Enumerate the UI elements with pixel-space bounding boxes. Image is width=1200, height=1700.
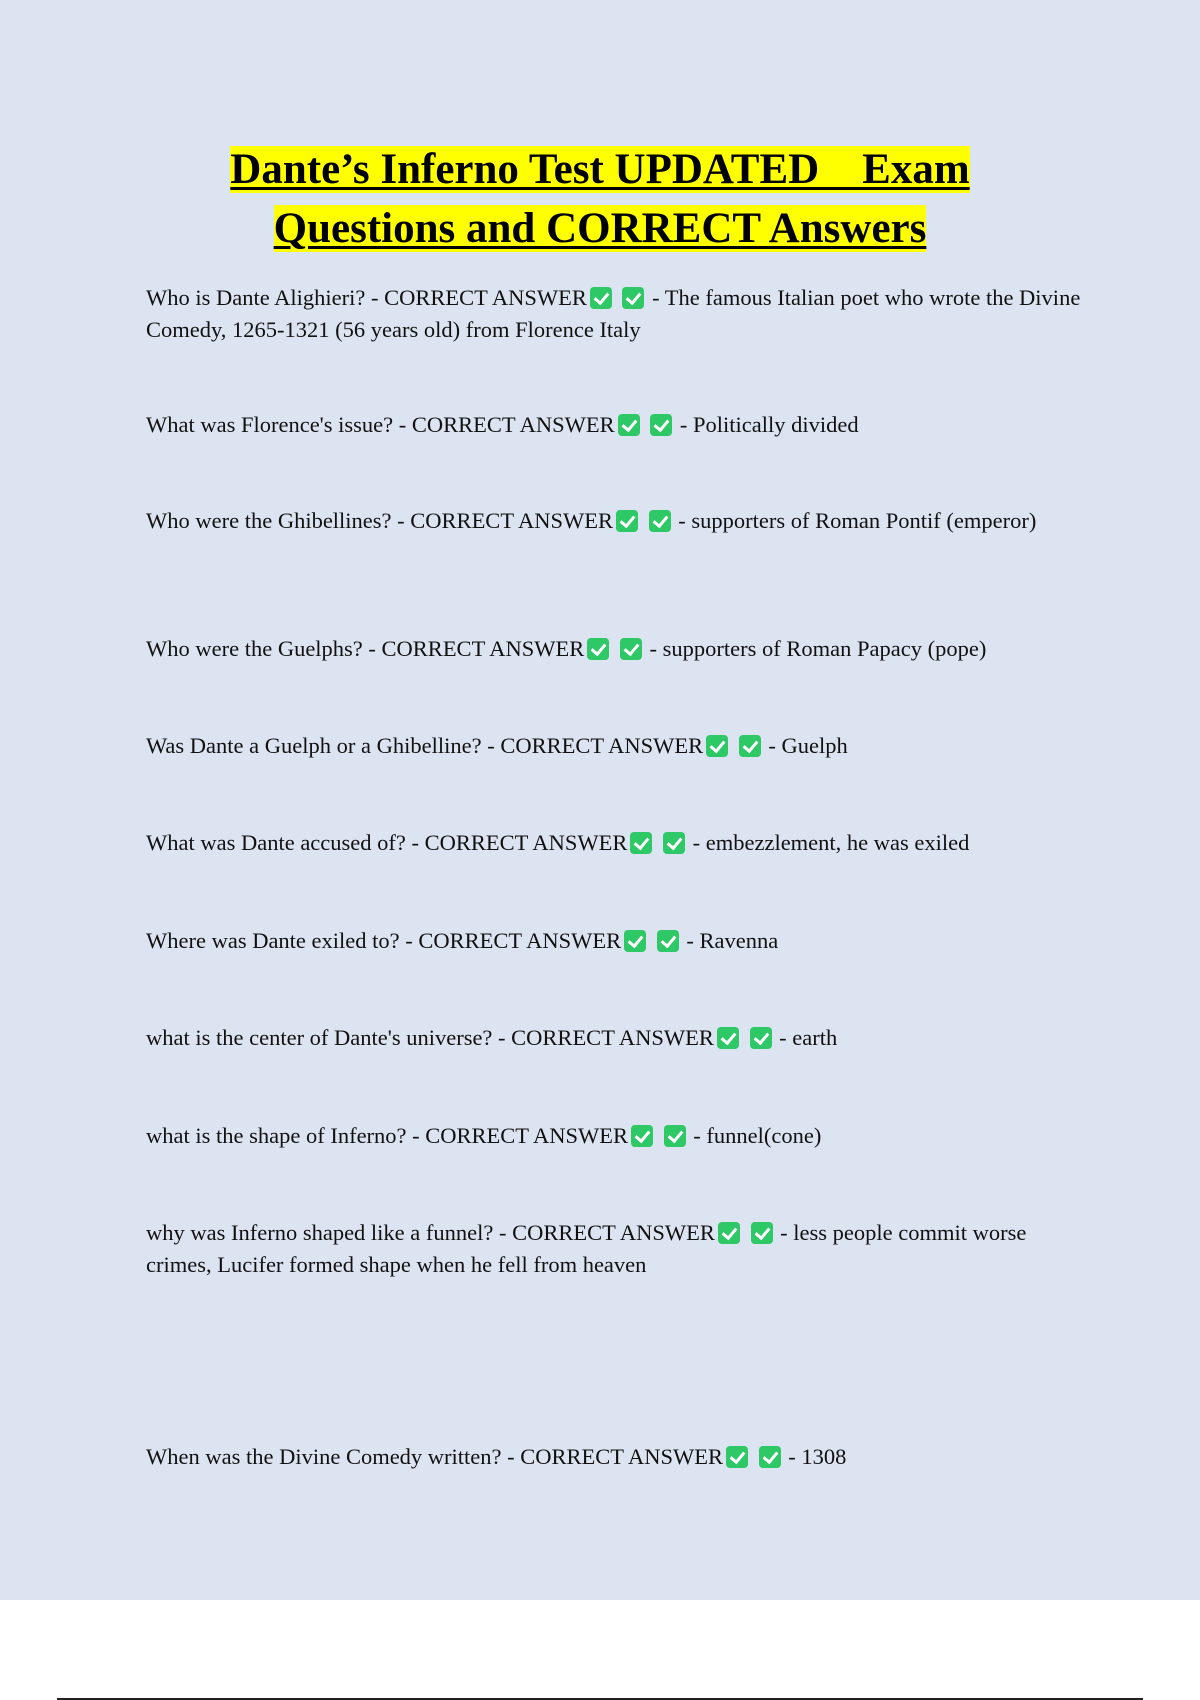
check-mark-icon — [631, 1125, 653, 1147]
check-marks — [723, 1444, 783, 1469]
check-mark-icon — [590, 287, 612, 309]
check-mark-icon — [663, 832, 685, 854]
answer-text: embezzlement, he was exiled — [705, 830, 970, 855]
answer-text: less people commit worse crimes, Lucifer formed shape when he fell from heaven — [146, 1220, 1027, 1277]
check-mark-icon — [649, 510, 671, 532]
check-mark-icon — [620, 638, 642, 660]
qa-item: what is the center of Dante's universe? - CORRECT ANSWER - earth — [146, 1025, 838, 1050]
correct-answer-marker: CORRECT ANSWER — [411, 412, 615, 437]
check-marks — [715, 1220, 775, 1245]
correct-answer-marker: CORRECT ANSWER — [512, 1220, 715, 1245]
check-mark-icon — [750, 1027, 772, 1049]
check-mark-icon — [624, 930, 646, 952]
answer-text: supporters of Roman Papacy (pope) — [662, 636, 987, 661]
title-line-1: Dante’s Inferno Test UPDATED Exam — [230, 146, 970, 193]
answer-text: The famous Italian poet who wrote the Divine Comedy, 1265-1321 (56 years old) from Florence Italy — [146, 285, 1081, 342]
question-text: What was Florence's issue? — [146, 412, 394, 437]
question-text: what is the shape of Inferno? — [146, 1123, 407, 1148]
correct-answer-marker: CORRECT ANSWER — [410, 508, 614, 533]
check-mark-icon — [759, 1446, 781, 1468]
correct-answer-marker: CORRECT ANSWER — [425, 1123, 629, 1148]
check-mark-icon — [718, 1222, 740, 1244]
answer-text: funnel(cone) — [706, 1123, 822, 1148]
correct-answer-marker: CORRECT ANSWER — [511, 1025, 714, 1050]
question-text: When was the Divine Comedy written? — [146, 1444, 502, 1469]
answer-text: Ravenna — [699, 928, 779, 953]
qa-item: why was Inferno shaped like a funnel? - CORRECT ANSWER - less people commit worse crimes, Lucifer formed shape when he fell from heaven — [146, 1220, 1027, 1277]
qa-item: When was the Divine Comedy written? - CORRECT ANSWER - 1308 — [146, 1444, 847, 1469]
qa-item: Where was Dante exiled to? - CORRECT ANSWER - Ravenna — [146, 928, 779, 953]
check-marks — [628, 1123, 688, 1148]
check-mark-icon — [618, 414, 640, 436]
check-mark-icon — [650, 414, 672, 436]
check-mark-icon — [630, 832, 652, 854]
qa-item: Who were the Guelphs? - CORRECT ANSWER - supporters of Roman Papacy (pope) — [146, 636, 987, 661]
qa-item: Who is Dante Alighieri? - CORRECT ANSWER - The famous Italian poet who wrote the Divine Comedy, 1265-1321 (56 years old) from Florence Italy — [146, 285, 1081, 342]
check-mark-icon — [616, 510, 638, 532]
check-mark-icon — [622, 287, 644, 309]
check-marks — [587, 285, 647, 310]
correct-answer-marker: CORRECT ANSWER — [520, 1444, 724, 1469]
check-mark-icon — [751, 1222, 773, 1244]
check-marks — [627, 830, 687, 855]
correct-answer-marker: CORRECT ANSWER — [384, 285, 587, 310]
check-mark-icon — [706, 735, 728, 757]
check-mark-icon — [587, 638, 609, 660]
check-mark-icon — [726, 1446, 748, 1468]
check-mark-icon — [664, 1125, 686, 1147]
check-marks — [703, 733, 763, 758]
answer-text: earth — [792, 1025, 838, 1050]
answer-text: supporters of Roman Pontif (emperor) — [691, 508, 1037, 533]
question-text: Where was Dante exiled to? — [146, 928, 400, 953]
correct-answer-marker: CORRECT ANSWER — [418, 928, 622, 953]
qa-item: What was Dante accused of? - CORRECT ANSWER - embezzlement, he was exiled — [146, 830, 970, 855]
check-marks — [615, 412, 675, 437]
qa-item: Was Dante a Guelph or a Ghibelline? - CORRECT ANSWER - Guelph — [146, 733, 848, 758]
check-marks — [714, 1025, 774, 1050]
qa-item: what is the shape of Inferno? - CORRECT ANSWER - funnel(cone) — [146, 1123, 822, 1148]
check-mark-icon — [657, 930, 679, 952]
question-text: why was Inferno shaped like a funnel? — [146, 1220, 494, 1245]
question-text: Who were the Guelphs? — [146, 636, 363, 661]
answer-text: Guelph — [781, 733, 848, 758]
check-marks — [621, 928, 681, 953]
qa-item: What was Florence's issue? - CORRECT ANSWER - Politically divided — [146, 412, 859, 437]
check-marks — [584, 636, 644, 661]
qa-item: Who were the Ghibellines? - CORRECT ANSWER - supporters of Roman Pontif (emperor) — [146, 508, 1037, 533]
correct-answer-marker: CORRECT ANSWER — [424, 830, 628, 855]
check-marks — [613, 508, 673, 533]
title-line-2: Questions and CORRECT Answers — [273, 205, 927, 252]
question-text: Who were the Ghibellines? — [146, 508, 392, 533]
correct-answer-marker: CORRECT ANSWER — [381, 636, 585, 661]
check-mark-icon — [717, 1027, 739, 1049]
check-mark-icon — [739, 735, 761, 757]
question-text: What was Dante accused of? — [146, 830, 406, 855]
question-text: Who is Dante Alighieri? — [146, 285, 366, 310]
document-title — [0, 140, 1200, 258]
correct-answer-marker: CORRECT ANSWER — [500, 733, 704, 758]
question-text: Was Dante a Guelph or a Ghibelline? — [146, 733, 482, 758]
question-text: what is the center of Dante's universe? — [146, 1025, 493, 1050]
answer-text: Politically divided — [692, 412, 859, 437]
answer-text: 1308 — [801, 1444, 847, 1469]
